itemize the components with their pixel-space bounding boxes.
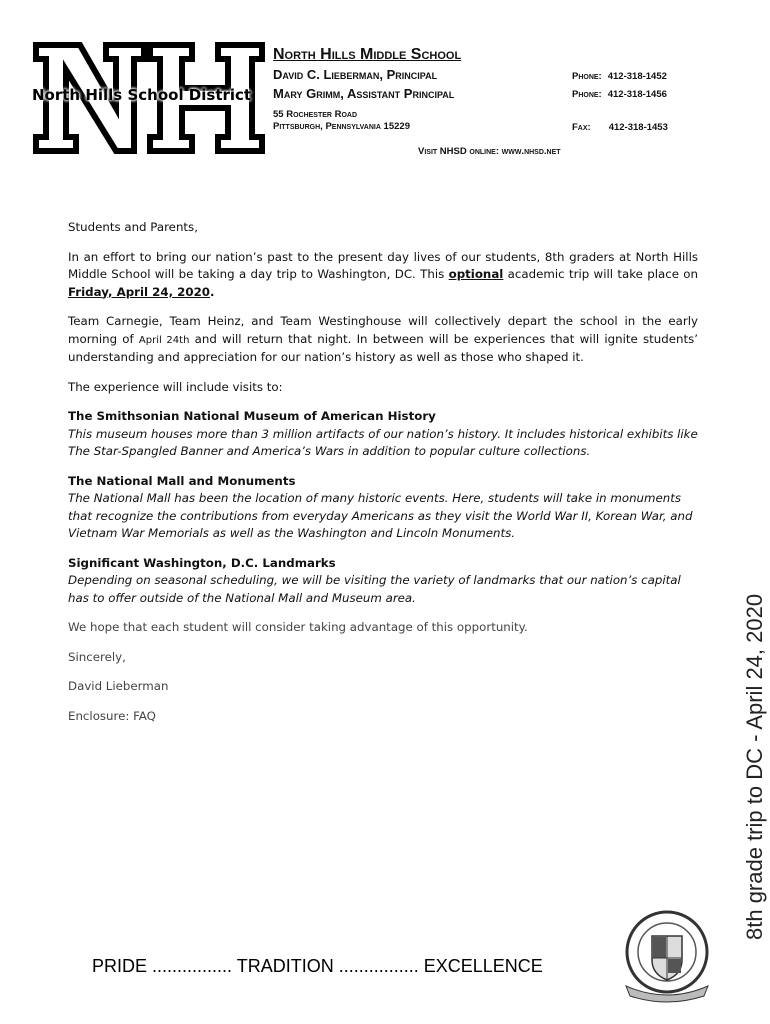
district-seal	[612, 908, 722, 1008]
logo-district-name: North Hills School District	[32, 86, 252, 104]
phone-2	[572, 89, 667, 100]
intro-paragraph	[68, 249, 698, 302]
fax	[572, 122, 668, 133]
visit-title: The Smithsonian National Museum of American History	[68, 409, 436, 423]
text: In an effort to bring our nation’s past to the present day lives of our students, 8th graders at North Hills Middle School will be taking a day trip to Washington, DC. This	[68, 249, 698, 281]
district-logo	[32, 42, 268, 154]
text: Team Carnegie, Team Heinz, and Team Westinghouse will collectively depart the school in the early morning of	[68, 314, 698, 346]
visit-description: The National Mall has been the location of many historic events. Here, students will take in monuments that recognize the contributions from everyday Americans as they visit the World War II, Korean War, and Vietnam War Memorials as well as the Washington and Lincoln Monuments.	[68, 491, 693, 540]
fax-label: Fax:	[572, 122, 591, 133]
phone-label: Phone:	[572, 71, 602, 82]
date-text: April 24th	[138, 334, 190, 346]
principal: David C. Lieberman, Principal	[273, 67, 438, 82]
visit-item	[68, 408, 698, 461]
signature: David Lieberman	[68, 679, 169, 693]
teams-paragraph	[68, 313, 698, 367]
letter-body	[68, 219, 698, 737]
visit-title: The National Mall and Monuments	[68, 473, 296, 488]
enclosure: Enclosure: FAQ	[68, 708, 156, 723]
fax-value: 412-318-1453	[608, 122, 668, 133]
address-line-1: 55 Rochester Road	[273, 109, 358, 120]
visit-item	[68, 473, 698, 543]
trip-date: Friday, April 24, 2020	[68, 284, 210, 299]
hope-line: We hope that each student will consider taking advantage of this opportunity.	[68, 620, 528, 634]
school-name: North Hills Middle School	[273, 46, 462, 63]
visit-description: This museum houses more than 3 million artifacts of our nation’s history. It includes historical exhibits like The Star-Spangled Banner and America’s Wars in addition to popular culture collections.	[68, 426, 698, 458]
visits-intro: The experience will include visits to:	[68, 379, 283, 394]
side-title: 8th grade trip to DC - April 24, 2020	[742, 593, 767, 940]
visit-description: Depending on seasonal scheduling, we will be visiting the variety of landmarks that our nation’s capital has to offer outside of the National Mall and Museum area.	[68, 573, 681, 605]
visit-item	[68, 555, 698, 608]
seal-icon	[612, 908, 722, 1008]
text: .	[210, 284, 215, 299]
phone-value: 412-318-1452	[607, 71, 667, 82]
website-line: Visit NHSD online: www.nhsd.net	[418, 146, 561, 157]
phone-label: Phone:	[572, 89, 602, 100]
visit-title: Significant Washington, D.C. Landmarks	[68, 555, 336, 570]
optional-emphasis: optional	[448, 267, 504, 281]
assistant-principal: Mary Grimm, Assistant Principal	[273, 86, 455, 101]
motto: PRIDE ................ TRADITION ................ EXCELLENCE	[92, 956, 543, 976]
text: and will return that night. In between will be experiences that will ignite students’ understanding and appreciation for our nation’s history as well as those who shaped it.	[68, 331, 698, 364]
closing: Sincerely,	[68, 649, 126, 664]
text: academic trip will take place on	[503, 267, 698, 281]
salutation: Students and Parents,	[68, 220, 198, 234]
phone-1	[572, 71, 667, 82]
phone-value: 412-318-1456	[607, 89, 667, 100]
address-line-2: Pittsburgh, Pennsylvania 15229	[273, 121, 410, 132]
